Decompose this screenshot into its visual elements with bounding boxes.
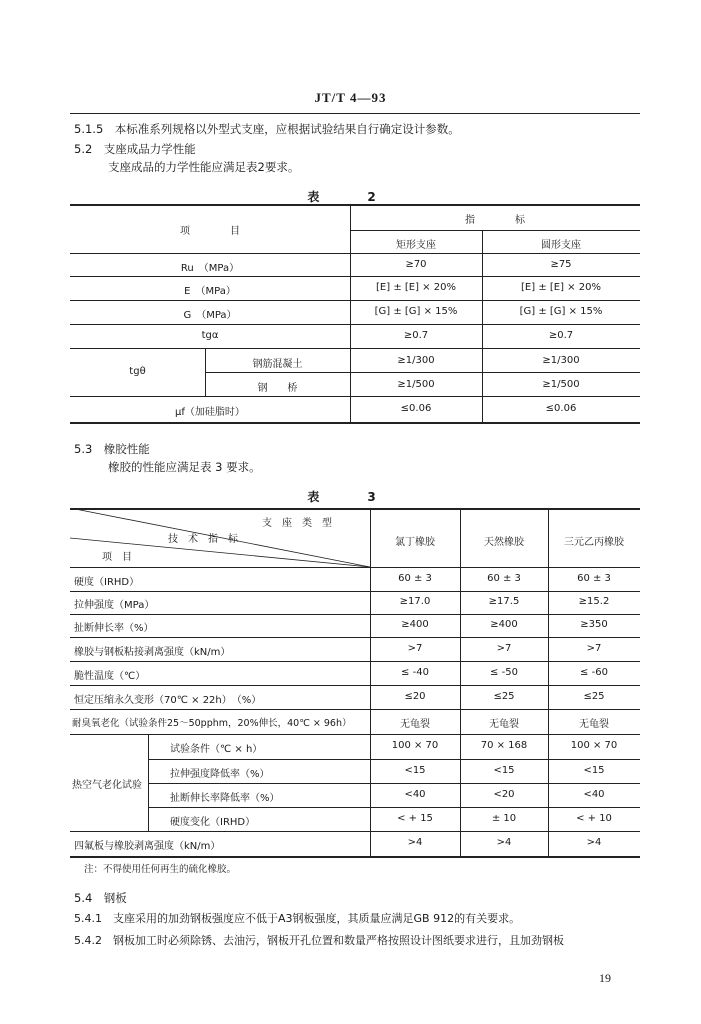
clause-text: 钢板加工时必须除锈、去油污，钢板开孔位置和数量严格按照设计图纸要求进行，且加劲钢板 — [113, 934, 564, 947]
table-cell: ≥75 — [550, 259, 572, 270]
table-rule — [70, 685, 640, 686]
table-cell: <20 — [493, 789, 515, 800]
table-3-note: 注：不得使用任何再生的硫化橡胶。 — [84, 864, 237, 875]
table-cell: ≥70 — [405, 259, 427, 270]
clause-text: 钢板 — [103, 891, 127, 905]
table-rule — [370, 508, 371, 857]
column-header: 氯丁橡胶 — [395, 537, 435, 548]
diagonal-header-middle: 技 术 指 标 — [168, 534, 238, 545]
column-header: 三元乙丙橡胶 — [564, 537, 624, 548]
section-5-3-body: 橡胶的性能应满足表 3 要求。 — [108, 460, 261, 474]
table-border — [70, 422, 640, 424]
clause-number: 5.1.5 — [74, 122, 104, 136]
table-cell: ± 10 — [491, 813, 517, 824]
section-5-3 — [74, 442, 150, 456]
table-2-index-header: 指 标 — [465, 215, 525, 226]
table-rule — [70, 253, 640, 254]
table-cell: 100 × 70 — [391, 740, 439, 751]
table-row-item: E （MPa） — [184, 286, 236, 297]
table-rule — [70, 637, 640, 638]
table-cell: [E] ± [E] × 20% — [521, 282, 601, 293]
table-cell: 60 ± 3 — [577, 573, 611, 584]
column-header: 天然橡胶 — [484, 537, 524, 548]
table-cell: ≤ -50 — [490, 667, 518, 678]
table-cell: >4 — [496, 837, 512, 848]
clause-5-4-1 — [74, 912, 520, 926]
table-cell: 60 ± 3 — [398, 573, 432, 584]
table-border — [70, 204, 640, 206]
table-row-item: 扯断伸长率降低率（%） — [170, 793, 280, 804]
table-cell: >4 — [407, 837, 423, 848]
table-rule — [70, 709, 640, 710]
clause-number: 5.3 — [74, 442, 93, 456]
table-row-item: 试验条件（℃ × h） — [170, 744, 263, 755]
table-row-item: Ru （MPa） — [180, 263, 240, 274]
clause-text: 支座成品力学性能 — [103, 142, 196, 156]
clause-number: 5.4.1 — [74, 912, 102, 925]
table-row-item: 四氟板与橡胶剥离强度（kN/m） — [74, 841, 221, 852]
standard-code: JT/T 4—93 — [314, 90, 387, 105]
table-rule — [205, 372, 640, 373]
table-cell: ≤20 — [404, 691, 426, 702]
table-cell: ≤0.06 — [545, 403, 577, 414]
table-2-item-header: 项 目 — [180, 226, 240, 237]
section-5-2 — [74, 142, 196, 156]
table-rule — [70, 831, 640, 832]
table-rule — [548, 508, 549, 857]
table-rule — [148, 783, 640, 784]
table-cell: <40 — [404, 789, 426, 800]
table-row-item: 钢筋混凝土 — [252, 359, 303, 370]
table-cell: ≥350 — [580, 619, 608, 630]
section-5-4 — [74, 891, 127, 905]
table-2-caption: 表 2 — [307, 190, 394, 204]
table-rule — [350, 230, 640, 231]
table-cell: <15 — [583, 765, 605, 776]
clause-5-1-5 — [74, 122, 460, 136]
table-cell: <40 — [583, 789, 605, 800]
table-cell: ≥1/300 — [397, 355, 435, 366]
clause-number: 5.4 — [74, 891, 93, 905]
table-2-round-header: 圆形支座 — [541, 240, 581, 251]
table-cell: 60 ± 3 — [487, 573, 521, 584]
table-cell: ≤ -60 — [580, 667, 608, 678]
table-cell: [E] ± [E] × 20% — [376, 282, 456, 293]
table-cell: ≥400 — [490, 619, 518, 630]
table-row-item: 钢 桥 — [257, 383, 298, 394]
clause-number: 5.2 — [74, 142, 93, 156]
table-cell: [G] ± [G] × 15% — [519, 306, 603, 317]
table-rule — [148, 734, 149, 831]
table-cell: >7 — [496, 643, 512, 654]
table-cell: ≤25 — [493, 691, 515, 702]
table-cell: ≥1/500 — [397, 379, 435, 390]
table-row-item: 恒定压缩永久变形（70℃ × 22h） （%） — [74, 695, 262, 706]
table-cell: [G] ± [G] × 15% — [374, 306, 458, 317]
table-cell: ≤0.06 — [400, 403, 432, 414]
page-number: 19 — [599, 971, 611, 985]
table-cell: ≥0.7 — [403, 330, 429, 341]
table-rule — [148, 759, 640, 760]
table-cell: <15 — [404, 765, 426, 776]
table-rule — [70, 300, 640, 301]
table-rule — [70, 396, 640, 397]
table-cell: 70 × 168 — [480, 740, 528, 751]
table-cell: ≥17.5 — [488, 596, 520, 607]
table-cell: ≥1/500 — [542, 379, 580, 390]
header-rule — [70, 113, 640, 114]
table-cell: ≥15.2 — [578, 596, 610, 607]
clause-number: 5.4.2 — [74, 934, 102, 947]
heat-aging-label: 热空气老化试验 — [72, 780, 142, 791]
table-row-item: 硬度变化（IRHD） — [170, 817, 256, 828]
table-cell: >7 — [407, 643, 423, 654]
table-row-item: G （MPa） — [183, 310, 237, 321]
table-cell: 无龟裂 — [489, 719, 519, 730]
table-cell: ≤25 — [583, 691, 605, 702]
table-cell: < + 15 — [397, 813, 433, 824]
table-rule — [70, 734, 640, 735]
table-cell: ≥1/300 — [542, 355, 580, 366]
table-cell: ≥17.0 — [399, 596, 431, 607]
table-rule — [70, 324, 640, 325]
table-border — [70, 856, 640, 858]
table-row-item: μf（加硅脂时） — [175, 407, 245, 418]
table-cell: 无龟裂 — [579, 719, 609, 730]
table-rule — [70, 276, 640, 277]
clause-text: 本标准系列规格以外型式支座，应根据试验结果自行确定设计参数。 — [114, 122, 460, 136]
table-row-item: 耐臭氧老化（试验条件25～50pphm，20%伸长，40℃ × 96h） — [72, 718, 352, 729]
section-5-2-body: 支座成品的力学性能应满足表2要求。 — [108, 160, 300, 174]
table-rule — [460, 508, 461, 857]
tgtheta-label: tgθ — [129, 366, 146, 377]
table-row-item: 扯断伸长率（%） — [74, 623, 154, 634]
table-cell: >4 — [586, 837, 602, 848]
table-cell: ≥0.7 — [548, 330, 574, 341]
diagonal-header-top: 支 座 类 型 — [262, 518, 332, 529]
table-cell: < + 10 — [576, 813, 612, 824]
table-rule — [70, 348, 640, 349]
clause-text: 支座采用的加劲钢板强度应不低于A3钢板强度，其质量应满足GB 912的有关要求。 — [113, 912, 521, 925]
table-rule — [70, 567, 640, 568]
table-rule — [148, 807, 640, 808]
table-row-item: 脆性温度（℃） — [74, 671, 146, 682]
table-row-item: 拉伸强度降低率（%） — [170, 769, 270, 780]
table-cell: >7 — [586, 643, 602, 654]
table-3-caption: 表 3 — [307, 490, 394, 504]
diagonal-header-bottom: 项 目 — [102, 552, 132, 563]
table-cell: <15 — [493, 765, 515, 776]
table-2-rect-header: 矩形支座 — [396, 240, 436, 251]
table-cell: 100 × 70 — [570, 740, 618, 751]
clause-text: 橡胶性能 — [103, 442, 150, 456]
table-row-item: tgα — [201, 330, 219, 341]
table-cell: 无龟裂 — [400, 719, 430, 730]
table-row-item: 硬度（IRHD） — [74, 577, 140, 588]
table-rule — [70, 591, 640, 592]
clause-5-4-2 — [74, 934, 564, 948]
table-row-item: 拉伸强度（MPa） — [74, 600, 155, 611]
table-cell: ≥400 — [401, 619, 429, 630]
table-cell: ≤ -40 — [401, 667, 429, 678]
table-row-item: 橡胶与钢板粘接剥离强度（kN/m） — [74, 647, 231, 658]
table-rule — [70, 614, 640, 615]
table-rule — [70, 661, 640, 662]
